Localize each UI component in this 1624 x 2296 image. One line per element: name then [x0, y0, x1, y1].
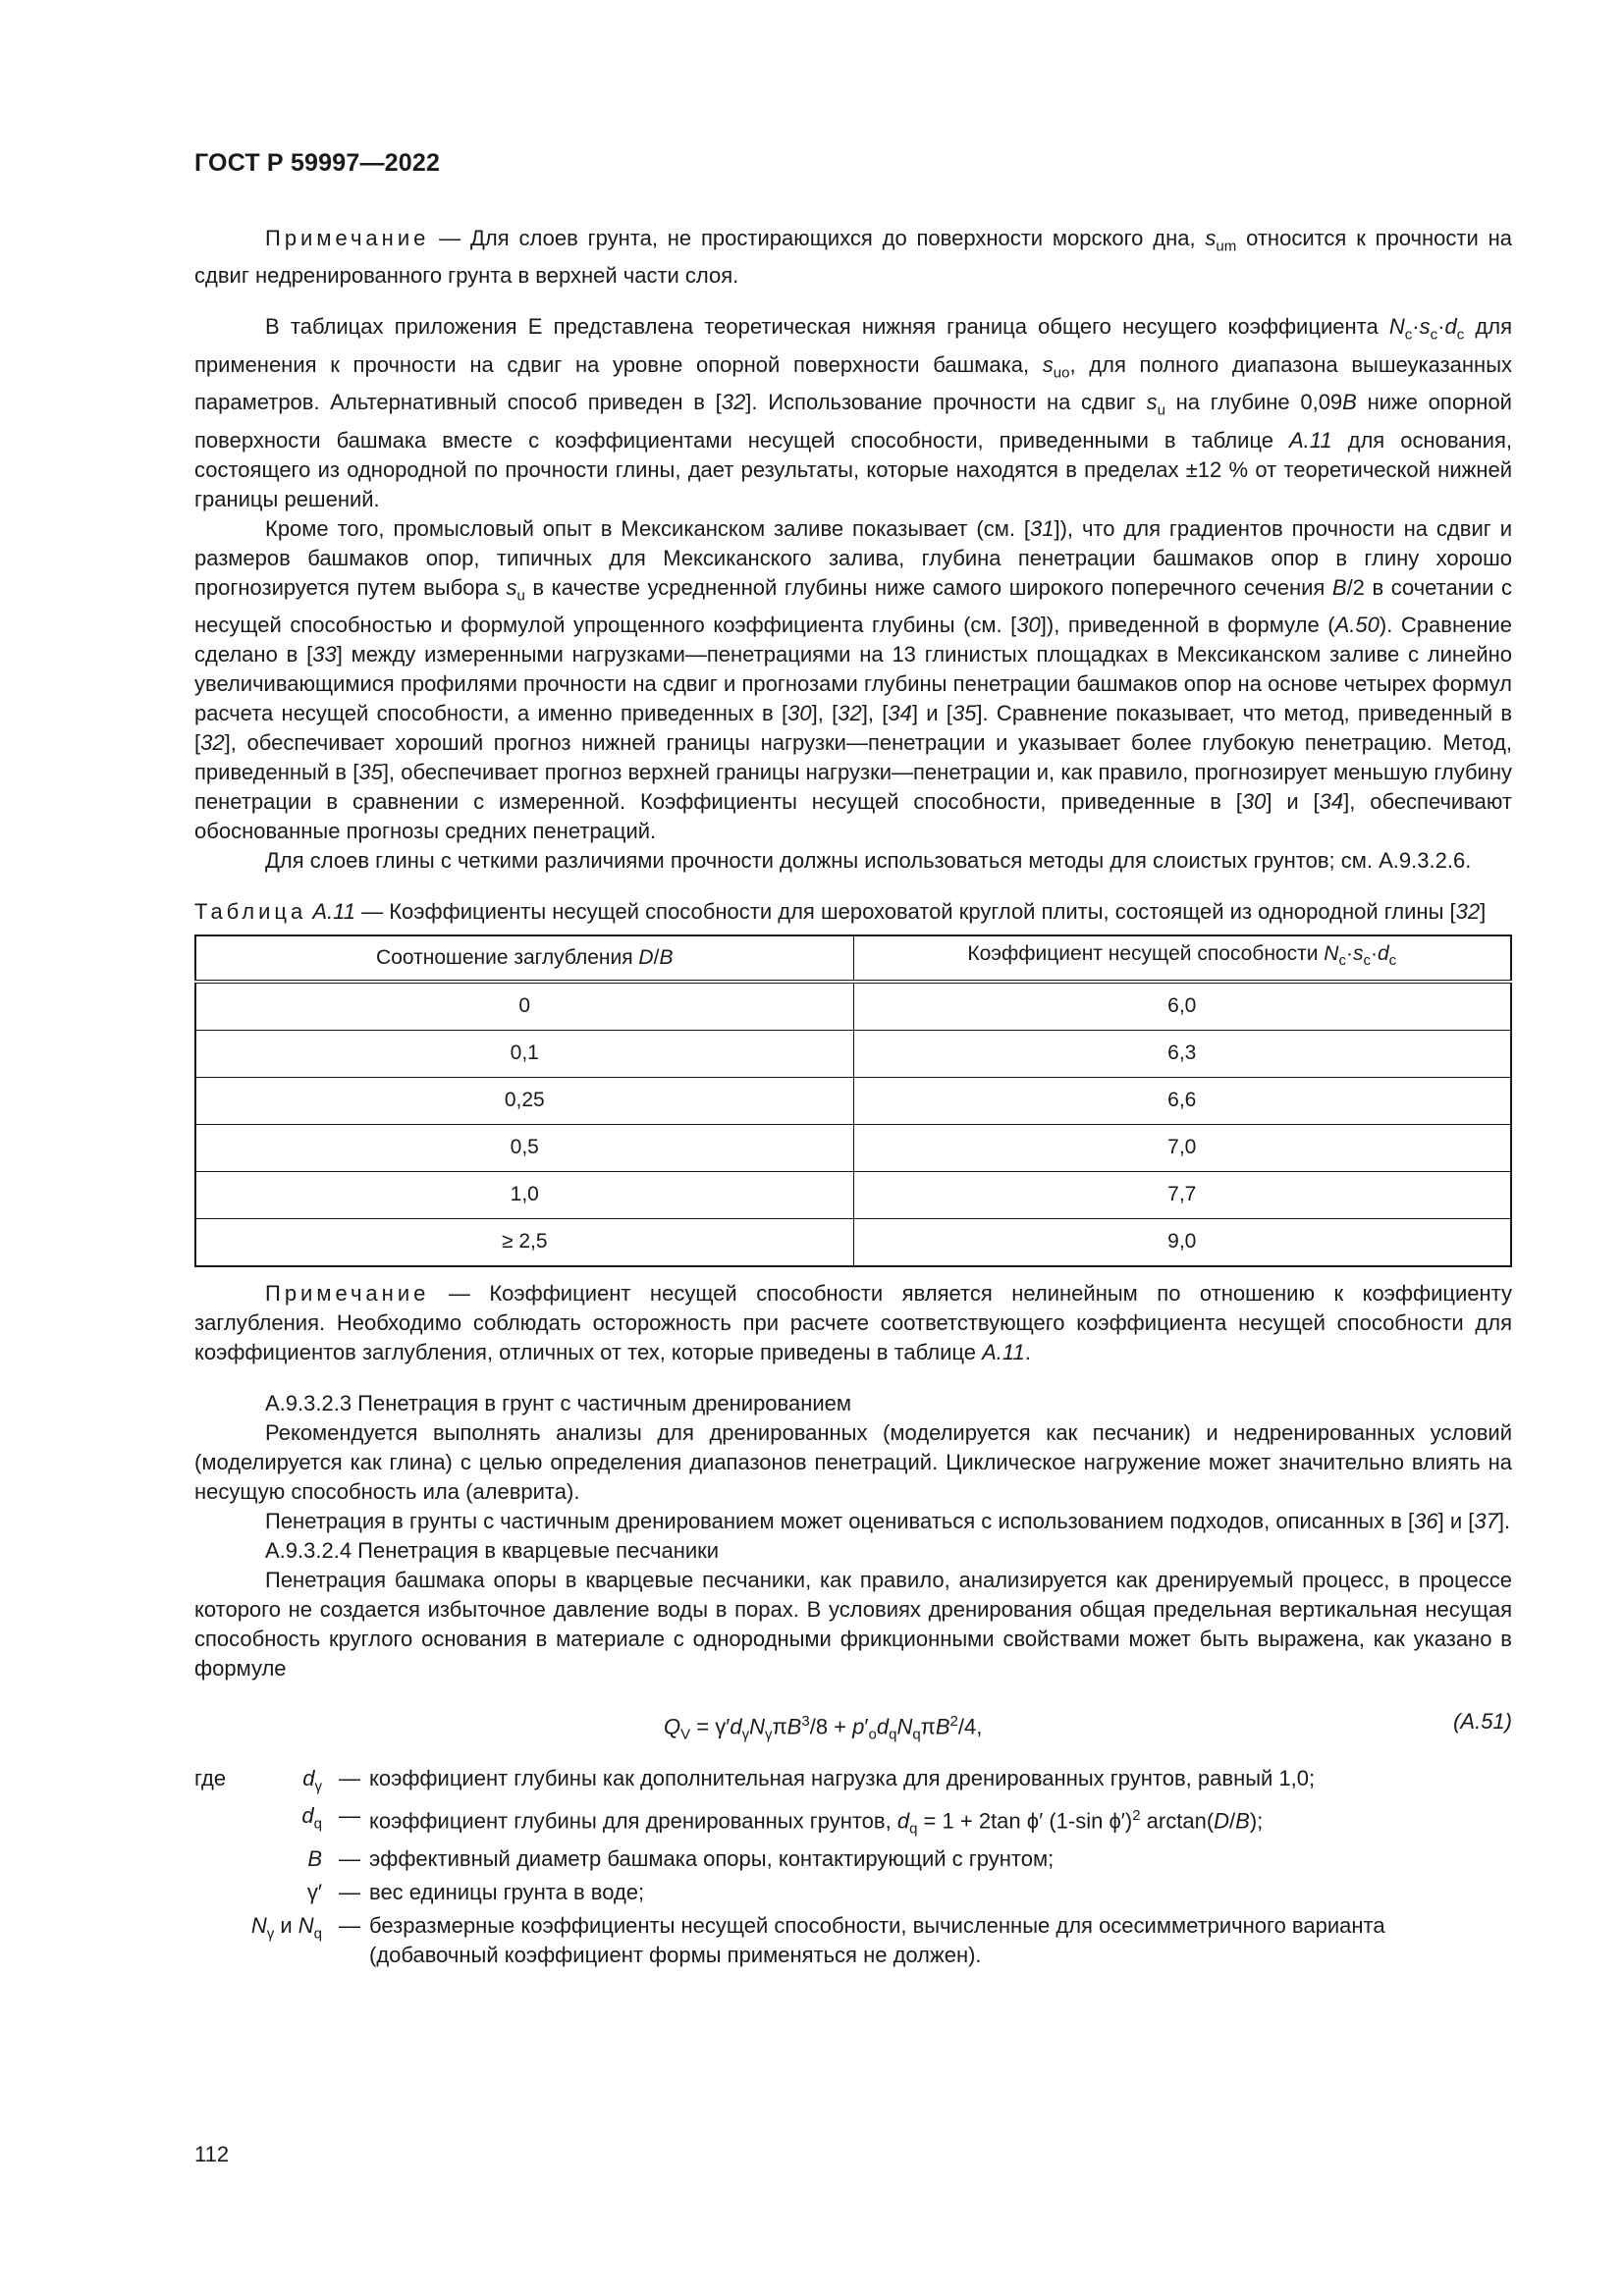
ref-link[interactable]: 31	[1029, 515, 1055, 541]
table-row	[195, 1077, 1511, 1124]
document-header: ГОСТ Р 59997—2022	[194, 149, 441, 177]
table-row	[195, 1124, 1511, 1171]
paragraph-lower-bound: В таблицах приложения Е представлена теоретическая нижняя граница общего несущего коэффициента $N_c\cdot s_c\cdot d_c$ для применения к прочности на сдвиг на уровне опорной поверхности башмака, $s_{uo}$, для полного диапазона вышеуказанных параметров. Альтернативный способ приведен в [32]. Использование прочности на сдвиг $s_u$ на глубине 0,09B ниже опорной поверхности башмака вместе с коэффициентами несущей способности, приведенными в таблице A.11 для основания, состоящего из однородной по прочности глины, дает результаты, которые находятся в пределах ±12 % от теоретической нижней границы решений.	[194, 314, 1513, 511]
legend-row: где $d_\gamma$ — коэффициент глубины как дополнительная нагрузка для дренированных грунтов, равный 1,0;	[194, 1765, 1316, 1795]
note-label: Примечание	[265, 226, 430, 250]
equation-number: (A.51)	[1453, 1708, 1512, 1734]
paragraph-partial-drainage: Рекомендуется выполнять анализы для дренированных (моделируется как песчаник) и недренированных условий (моделируется как глина) с целью определения диапазонов пенетраций. Циклическое нагружение может значительно влиять на несущую способность ила (алеврита).	[194, 1419, 1512, 1504]
column-header-ratio: Соотношение заглубления D/B	[195, 935, 853, 982]
ref-link[interactable]: 32	[1455, 898, 1481, 924]
table-ref-link[interactable]: A.11	[1289, 427, 1332, 453]
symbol-legend	[194, 1764, 1512, 1970]
page-number: 112	[194, 2142, 230, 2166]
note-2: Примечание — Коэффициент несущей способности является нелинейным по отношению к коэффициенту заглубления. Необходимо соблюдать осторожность при расчете соответствующего коэффициента несущей способности для коэффициентов заглубления, отличных от тех, которые приведены в таблице A.11.	[194, 1280, 1512, 1364]
ref-link[interactable]: 32	[838, 700, 862, 725]
ref-link[interactable]: 35	[951, 700, 977, 725]
cell-coefficient: 9,0	[853, 1218, 1511, 1266]
legend-row: B — эффективный диаметр башмака опоры, контактирующий с грунтом;	[307, 1846, 1055, 1872]
ref-link[interactable]: 34	[1319, 788, 1344, 814]
legend-row: $N_\gamma$ и $N_q$ — безразмерные коэффициенты несущей способности, вычисленные для осесимметричного варианта (добавочный коэффициент формы применяться не должен).	[250, 1913, 1385, 1968]
cell-ratio: 1,0	[195, 1171, 853, 1218]
cell-coefficient: 6,6	[853, 1077, 1511, 1124]
legend-row: $d_q$ — коэффициент глубины для дренированных грунтов, $d_q = 1 + 2\tan$ ϕ′ (1-sin ϕ′)$^2$ arctan(D/B);	[301, 1803, 1264, 1839]
ref-link[interactable]: 30	[1241, 788, 1267, 814]
cell-coefficient: 6,0	[853, 982, 1511, 1031]
ref-link[interactable]: 34	[888, 700, 912, 725]
note-1: Примечание — Для слоев грунта, не простирающихся до поверхности морского дна, $s_{um}$ относится к прочности на сдвиг недренированного грунта в верхней части слоя.	[194, 226, 1512, 289]
ref-link[interactable]: 32	[200, 729, 225, 755]
section-heading-a9324: А.9.3.2.4 Пенетрация в кварцевые песчаники	[265, 1537, 720, 1563]
ref-link[interactable]: 33	[312, 641, 337, 667]
ref-link[interactable]: 36	[1414, 1508, 1438, 1533]
cell-coefficient: 7,7	[853, 1171, 1511, 1218]
ref-link[interactable]: 32	[721, 390, 746, 415]
paragraph-quartz-sand: Пенетрация башмака опоры в кварцевые песчаники, как правило, анализируется как дренируемый процесс, в процессе которого не создается избыточное давление воды в порах. В условиях дренирования общая предельная вертикальная несущая способность круглого основания в материале с однородными фрикционными свойствами может быть выражена, как указано в формуле	[194, 1567, 1512, 1681]
table-ref-link[interactable]: A.11	[982, 1339, 1025, 1364]
legend-row: γ′ — вес единицы грунта в воде;	[306, 1880, 645, 1905]
paragraph-gulf-experience: Кроме того, промысловый опыт в Мексиканском заливе показывает (см. [31]), что для градиентов прочности на сдвиг и размеров башмаков опор, типичных для Мексиканского залива, глубина пенетрации башмаков опор в глину хорошо прогнозируется путем выбора $s_u$ в качестве усредненной глубины ниже самого широкого поперечного сечения B/2 в сочетании с несущей способностью и формулой упрощенного коэффициента глубины (см. [30]), приведенной в формуле (A.50). Сравнение сделано в [33] между измеренными нагрузками—пенетрациями на 13 глинистых площадках в Мексиканском заливе с линейно увеличивающимися профилями прочности на сдвиг и прогнозами глубины пенетрации башмаков опор на основе четырех формул расчета несущей способности, а именно приведенных в [30], [32], [34] и [35]. Сравнение показывает, что метод, приведенный в [32], обеспечивает хороший прогноз нижней границы нагрузки—пенетрации и указывает более глубокую пенетрацию. Метод, приведенный в [35], обеспечивает прогноз верхней границы нагрузки—пенетрации и, как правило, прогнозирует меньшую глубину пенетрации в сравнении с измеренной. Коэффициенты несущей способности, приведенные в [30] и [34], обеспечивают обоснованные прогнозы средних пенетраций.	[194, 515, 1513, 843]
ref-link[interactable]: 37	[1474, 1508, 1498, 1533]
bearing-capacity-table	[194, 934, 1512, 1267]
cell-ratio: ≥ 2,5	[195, 1218, 853, 1266]
cell-ratio: 0	[195, 982, 853, 1031]
cell-ratio: 0,1	[195, 1030, 853, 1077]
equation-a51	[194, 1695, 1512, 1754]
section-heading-a9323: А.9.3.2.3 Пенетрация в грунт с частичным дренированием	[265, 1390, 852, 1415]
formula: $Q_V = \gamma'd_\gamma N_\gamma\pi B^3/8 + p'_od_qN_q\pi B^2/4$,	[664, 1712, 983, 1743]
cell-ratio: 0,25	[195, 1077, 853, 1124]
page-body	[194, 224, 1512, 1970]
table-caption: Таблица A.11 — Коэффициенты несущей способности для шероховатой круглой плиты, состоящей из однородной глины [32]	[194, 898, 1487, 924]
paragraph-layered-clay: Для слоев глины с четкими различиями прочности должны использоваться методы для слоистых грунтов; см. А.9.3.2.6.	[265, 847, 1472, 873]
table-row	[195, 1171, 1511, 1218]
ref-link[interactable]: 30	[787, 700, 812, 725]
paragraph-partial-drainage-refs: Пенетрация в грунты с частичным дренированием может оцениваться с использованием подходов, описанных в [36] и [37].	[265, 1508, 1511, 1533]
cell-coefficient: 7,0	[853, 1124, 1511, 1171]
table-row	[195, 1218, 1511, 1266]
ref-link[interactable]: 35	[358, 759, 383, 784]
cell-ratio: 0,5	[195, 1124, 853, 1171]
cell-coefficient: 6,3	[853, 1030, 1511, 1077]
table-row	[195, 1030, 1511, 1077]
table-row	[195, 982, 1511, 1031]
ref-link[interactable]: 30	[1016, 612, 1041, 637]
formula-ref-link[interactable]: A.50	[1334, 612, 1380, 637]
column-header-coefficient: Коэффициент несущей способности $N_c\cdot s_c\cdot d_c$	[853, 935, 1511, 982]
table-header-row	[195, 935, 1511, 982]
